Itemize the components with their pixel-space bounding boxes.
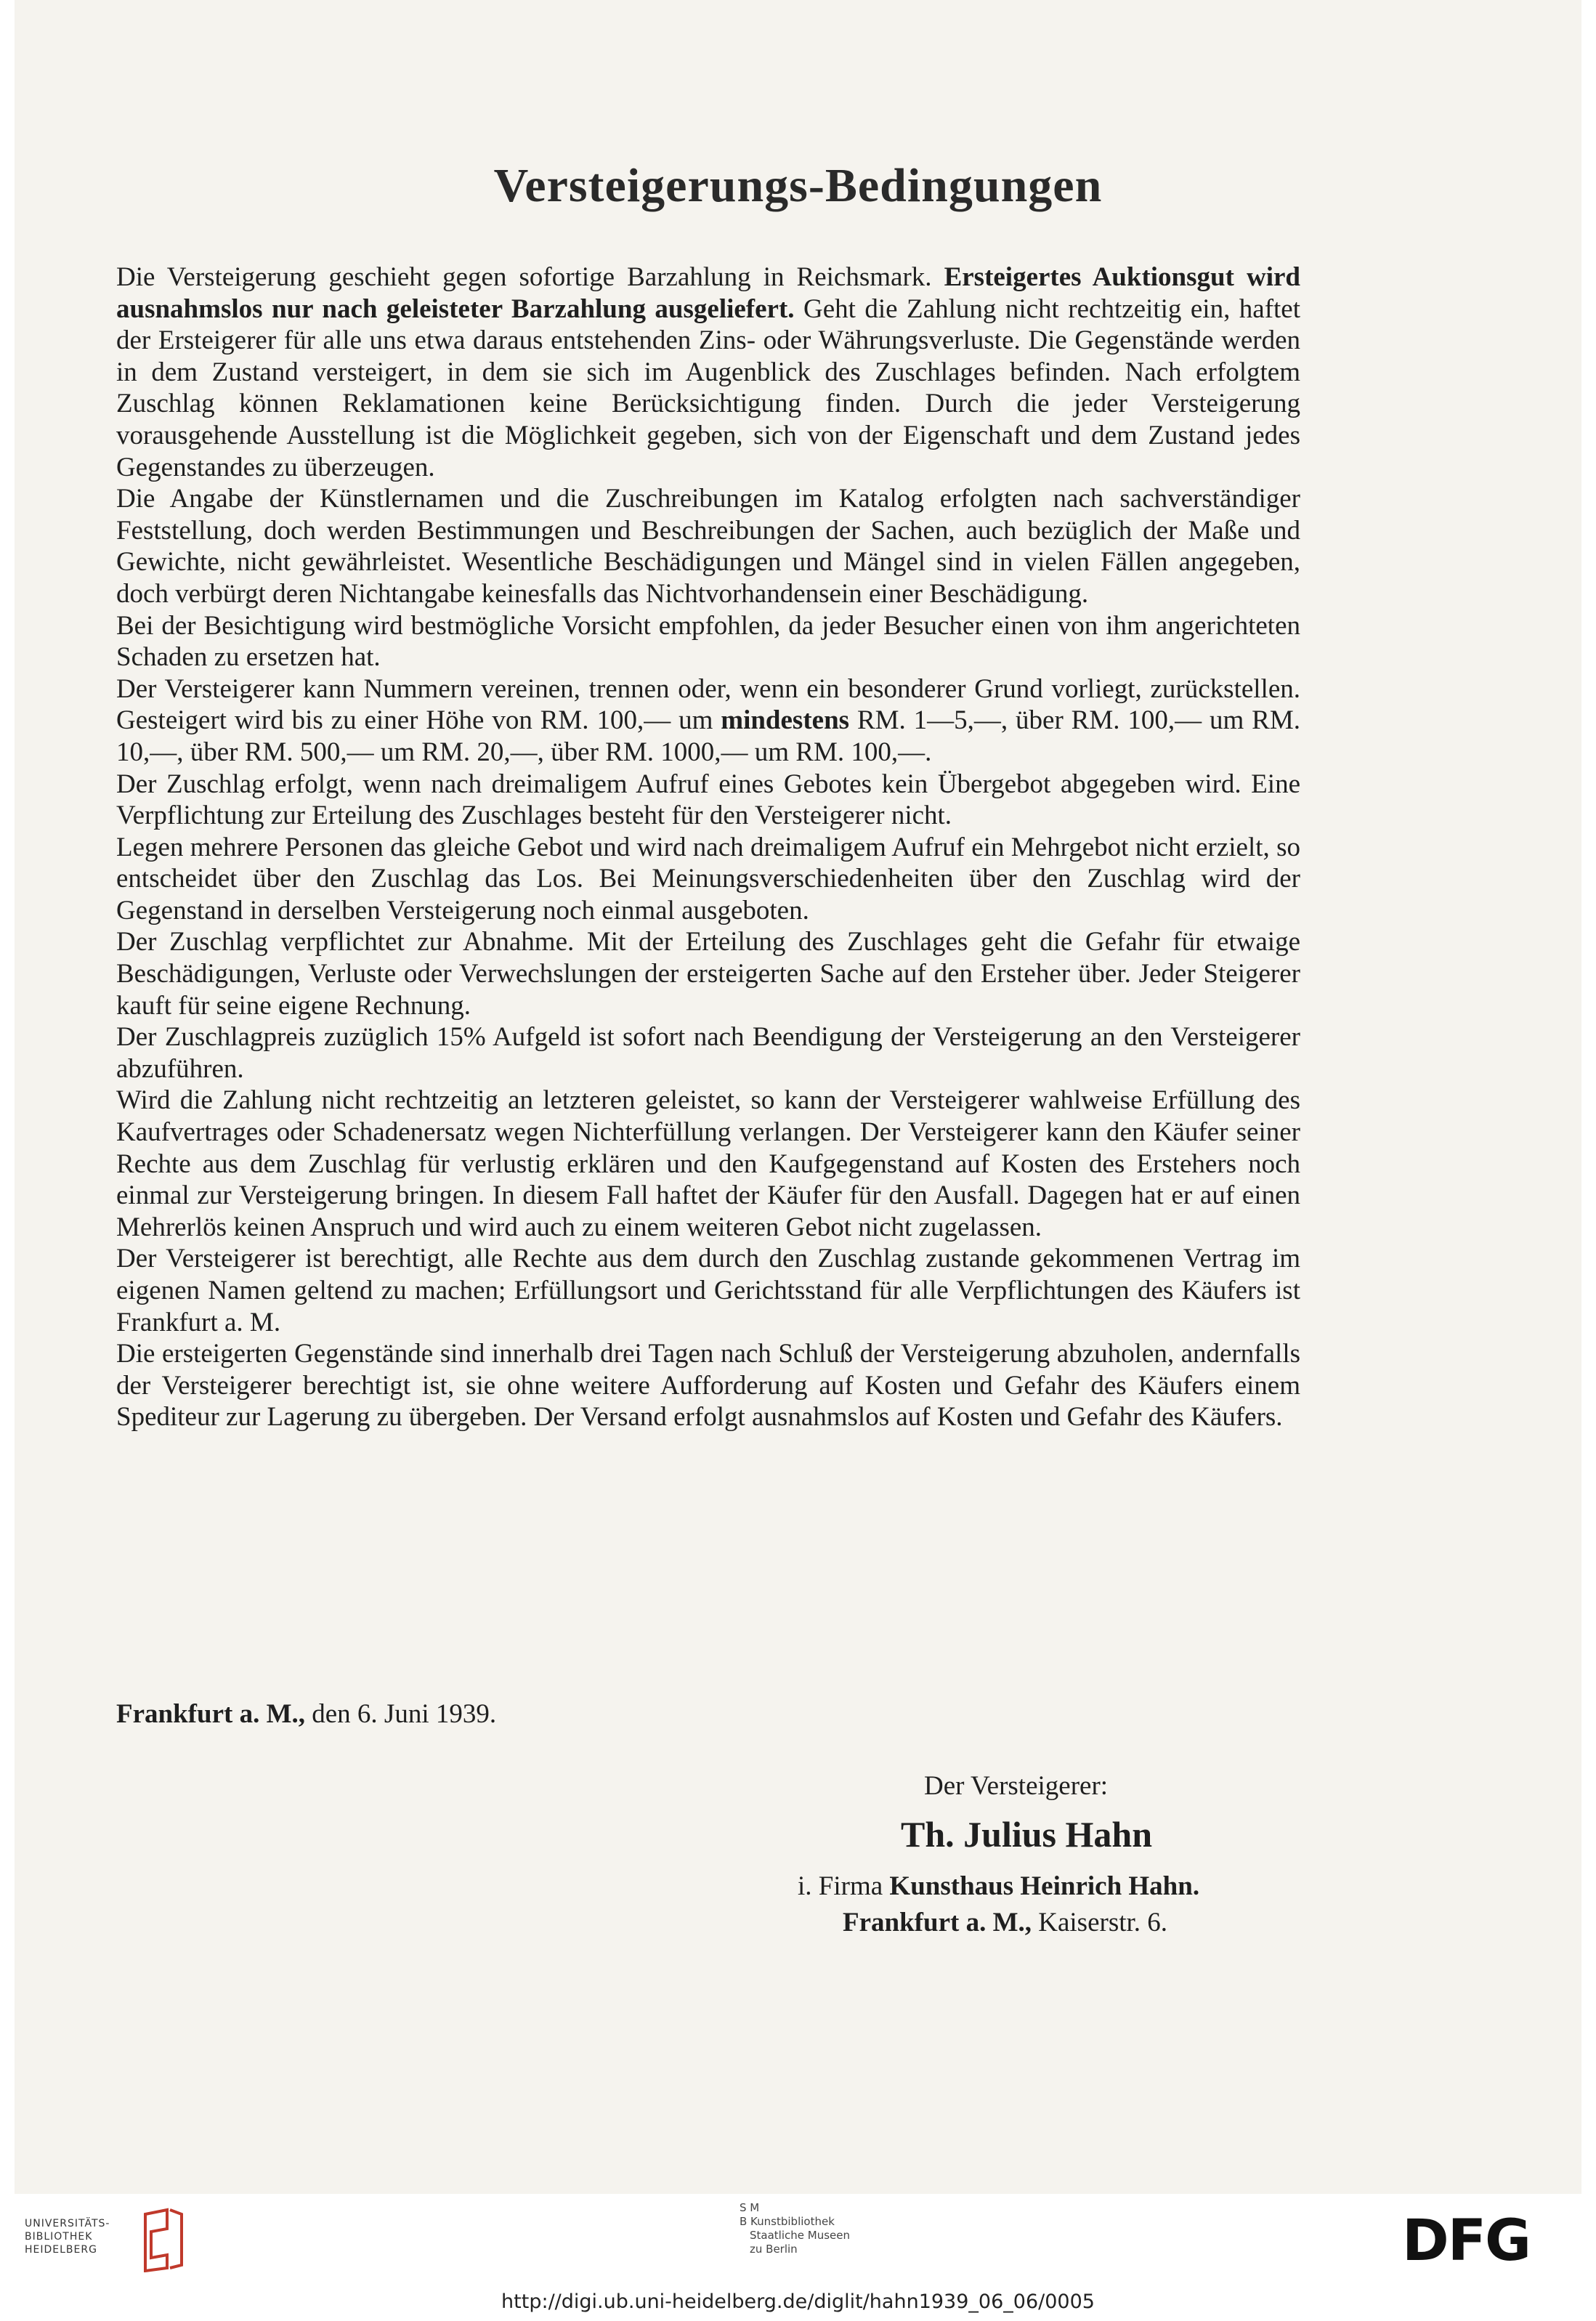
text-segment: Legen mehrere Personen das gleiche Gebot und wird nach dreimaligem Aufruf ein Mehrgebot nicht erzielt, so entscheidet über den Zuschlag das Los. Bei Meinungsverschiedenheiten über den Zuschlag wird der Gegenstand in derselben Versteigerung noch einmal ausgeboten.: [116, 832, 1300, 925]
place-date: [116, 1698, 496, 1730]
text-segment: Geht die Zahlung nicht rechtzeitig ein, haftet der Ersteigerer für alle uns etwa daraus entstehenden Zins- oder Währungsverluste. Die Gegenstände werden in dem Zustand versteigert, in dem sie sich im Augenblick des Zuschlages befinden. Nach erfolgtem Zuschlag können Reklamationen keine Berücksichtigung finden. Durch die jeder Versteigerung vorausgehende Ausstellung ist die Möglichkeit gegeben, sich von der Eigenschaft und dem Zustand jedes Gegenstandes zu überzeugen.: [116, 293, 1301, 482]
page-url[interactable]: http://digi.ub.uni-heidelberg.de/diglit/hahn1939_06_06/0005: [501, 2290, 1095, 2313]
library-line: HEIDELBERG: [25, 2244, 97, 2256]
firm-name: Kunsthaus Heinrich Hahn.: [889, 1871, 1200, 1901]
signature-firm: [798, 1871, 1199, 1902]
condition-paragraph: [116, 262, 1300, 483]
condition-paragraph: [116, 926, 1300, 1021]
text-segment: Der Zuschlag verpflichtet zur Abnahme. Mit der Erteilung des Zuschlages geht die Gefahr für etwaige Beschädigungen, Verluste oder Verwechslungen der ersteigerten Sache auf den Ersteher über. Jeder Steigerer kauft für seine eigene Rechnung.: [116, 927, 1300, 1021]
address-street: Kaiserstr. 6.: [1032, 1908, 1168, 1937]
condition-paragraph: [116, 610, 1300, 673]
date: den 6. Juni 1939.: [305, 1699, 497, 1729]
condition-paragraph: [116, 1085, 1300, 1243]
conditions-text: [116, 262, 1300, 1433]
condition-paragraph: [116, 1021, 1300, 1085]
smb-line: B Kunstbibliothek: [740, 2215, 835, 2228]
text-segment: Der Versteigerer ist berechtigt, alle Rechte aus dem durch den Zuschlag zustande gekommenen Vertrag im eigenen Namen geltend zu machen; Erfüllungsort und Gerichtsstand für alle Verpflichtungen des Käufers ist Frankfurt a. M.: [116, 1244, 1300, 1337]
text-segment: Die Versteigerung geschieht gegen sofortige Barzahlung in Reichsmark.: [116, 262, 944, 292]
library-line: BIBLIOTHEK: [25, 2231, 93, 2243]
signature-role: Der Versteigerer:: [924, 1771, 1109, 1801]
firm-prefix: i. Firma: [798, 1871, 890, 1901]
text-segment: Die Angabe der Künstlernamen und die Zuschreibungen im Katalog erfolgten nach sachverständiger Feststellung, doch werden Bestimmungen und Beschreibungen der Sachen, auch bezüglich der Maße und Gewichte, nicht gewährleistet. Wesentliche Beschädigungen und Mängel sind in vielen Fällen angegeben, doch verbürgt deren Nichtangabe keinesfalls das Nichtvorhandensein einer Beschädigung.: [116, 484, 1300, 609]
smb-line: Staatliche Museen: [750, 2229, 850, 2242]
smb-line: zu Berlin: [750, 2243, 798, 2256]
bold-text: mindestens: [721, 705, 850, 736]
condition-paragraph: [116, 673, 1300, 769]
library-line: UNIVERSITÄTS-: [25, 2218, 110, 2229]
library-name: [25, 2217, 110, 2256]
library-logo-icon: [138, 2207, 189, 2272]
place: Frankfurt a. M.,: [116, 1699, 305, 1729]
signature-name: Th. Julius Hahn: [901, 1814, 1153, 1855]
text-segment: Bei der Besichtigung wird bestmögliche Vorsicht empfohlen, da jeder Besucher einen von ihm angerichteten Schaden zu ersetzen hat.: [116, 610, 1300, 673]
dfg-logo: DFG: [1402, 2208, 1531, 2274]
text-segment: Der Zuschlagpreis zuzüglich 15% Aufgeld ist sofort nach Beendigung der Versteigerung an den Versteigerer abzuführen.: [116, 1022, 1300, 1084]
condition-paragraph: [116, 832, 1300, 927]
condition-paragraph: [116, 1243, 1300, 1338]
signature-address: [843, 1907, 1167, 1938]
condition-paragraph: [116, 769, 1300, 832]
text-segment: RM. 1—5,—, über RM. 100,— um RM. 10,—, über RM. 500,— um RM. 20,—, über RM. 1000,— um RM. 100,—.: [116, 705, 1300, 767]
text-segment: Der Zuschlag erfolgt, wenn nach dreimaligem Aufruf eines Gebotes kein Übergebot abgegeben wird. Eine Verpflichtung zur Erteilung des Zuschlages besteht für den Versteigerer nicht.: [116, 769, 1300, 831]
condition-paragraph: [116, 483, 1300, 609]
smb-logo: [740, 2201, 850, 2256]
address-city: Frankfurt a. M.,: [843, 1908, 1032, 1937]
text-segment: Die ersteigerten Gegenstände sind innerhalb drei Tagen nach Schluß der Versteigerung abzuholen, andernfalls der Versteigerer berechtigt ist, sie ohne weitere Aufforderung auf Kosten und Gefahr des Käufers einem Spediteur zur Lagerung zu übergeben. Der Versand erfolgt ausnahmslos auf Kosten und Gefahr des Käufers.: [116, 1339, 1300, 1433]
bold-text: Ersteigertes Auktionsgut wird ausnahmslos nur nach geleisteter Barzahlung ausgeliefert.: [116, 262, 1300, 324]
page-title: Versteigerungs-Bedingungen: [493, 159, 1103, 212]
text-segment: Der Versteigerer kann Nummern vereinen, trennen oder, wenn ein besonderer Grund vorliegt, zurückstellen. Gesteigert wird bis zu einer Höhe von RM. 100,— um: [116, 673, 1300, 736]
text-segment: Wird die Zahlung nicht rechtzeitig an letzteren geleistet, so kann der Versteigerer wahlweise Erfüllung des Kaufvertrages oder Schadenersatz wegen Nichterfüllung verlangen. Der Versteigerer kann den Käufer seiner Rechte aus dem Zuschlag für verlustig erklären und den Kaufgegenstand auf Kosten des Erstehers noch einmal zur Versteigerung bringen. In diesem Fall haftet der Käufer für den Ausfall. Dagegen hat er auf einen Mehrerlös keinen Anspruch und wird auch zu einem weiteren Gebot nicht zugelassen.: [116, 1085, 1300, 1242]
condition-paragraph: [116, 1338, 1300, 1433]
smb-line: S M: [740, 2201, 760, 2214]
